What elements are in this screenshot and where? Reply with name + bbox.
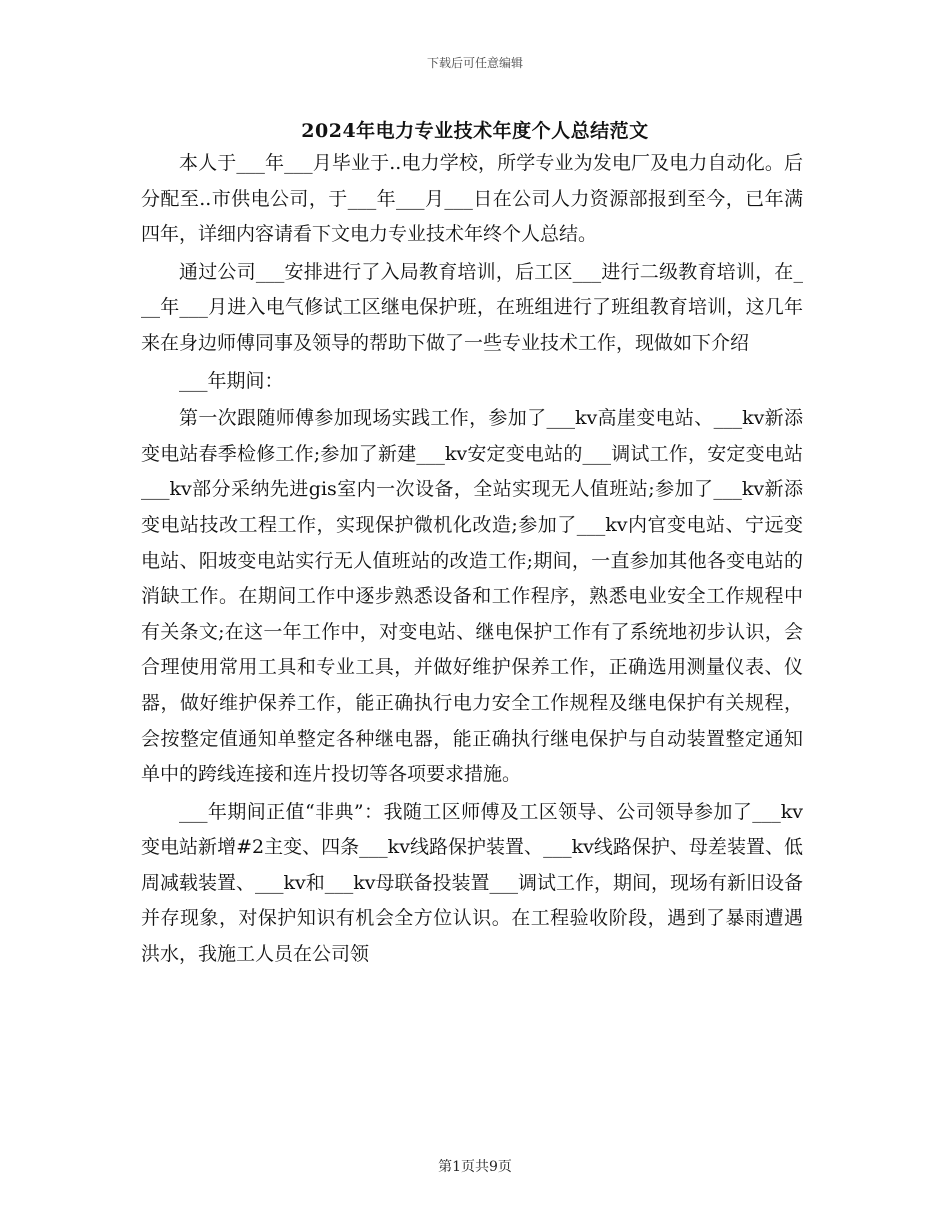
paragraph: ___年期间正值“非典”：我随工区师傅及工区领导、公司领导参加了___kv变电站新增#2主变、四条___kv线路保护装置、___kv线路保护、母差装置、低周减载装置、___kv和___kv母联备投装置___调试工作，期间，现场有新旧设备并存现象，对保护知识有机会全方位认识。在工程验收阶段，遇到了暴雨遭遇洪水，我施工人员在公司领 bbox=[141, 800, 803, 966]
paragraph: 本人于___年___月毕业于..电力学校，所学专业为发电厂及电力自动化。后分配至..市供电公司，于___年___月___日在公司人力资源部报到至今，已年满四年，详细内容请看下文电力专业技术年终个人总结。 bbox=[141, 152, 803, 246]
header-note: 下载后可任意编辑 bbox=[426, 56, 523, 70]
document-title: 2024年电力专业技术年度个人总结范文 bbox=[301, 120, 649, 142]
paragraph: 通过公司___安排进行了入局教育培训，后工区___进行二级教育培训，在___年___月进入电气修试工区继电保护班，在班组进行了班组教育培训，这几年来在身边师傅同事及领导的帮助下做了一些专业技术工作，现做如下介绍 bbox=[141, 260, 803, 354]
paragraph: ___年期间： bbox=[179, 369, 284, 392]
document-body bbox=[141, 146, 803, 975]
paragraph: 第一次跟随师傅参加现场实践工作，参加了___kv高崖变电站、___kv新添变电站春季检修工作;参加了新建___kv安定变电站的___调试工作，安定变电站___kv部分采纳先进gis室内一次设备，全站实现无人值班站;参加了___kv新添变电站技改工程工作，实现保护微机化改造;参加了___kv内官变电站、宁远变电站、阳坡变电站实行无人值班站的改造工作;期间，一直参加其他各变电站的消缺工作。在期间工作中逐步熟悉设备和工作程序，熟悉电业安全工作规程中有关条文;在这一年工作中，对变电站、继电保护工作有了系统地初步认识，会合理使用常用工具和专业工具，并做好维护保养工作，正确选用测量仪表、仪器，做好维护保养工作，能正确执行电力安全工作规程及继电保护有关规程，会按整定值通知单整定各种继电器，能正确执行继电保护与自动装置整定通知单中的跨线连接和连片投切等各项要求措施。 bbox=[141, 407, 803, 786]
page-number: 第1页共9页 bbox=[438, 1159, 512, 1175]
